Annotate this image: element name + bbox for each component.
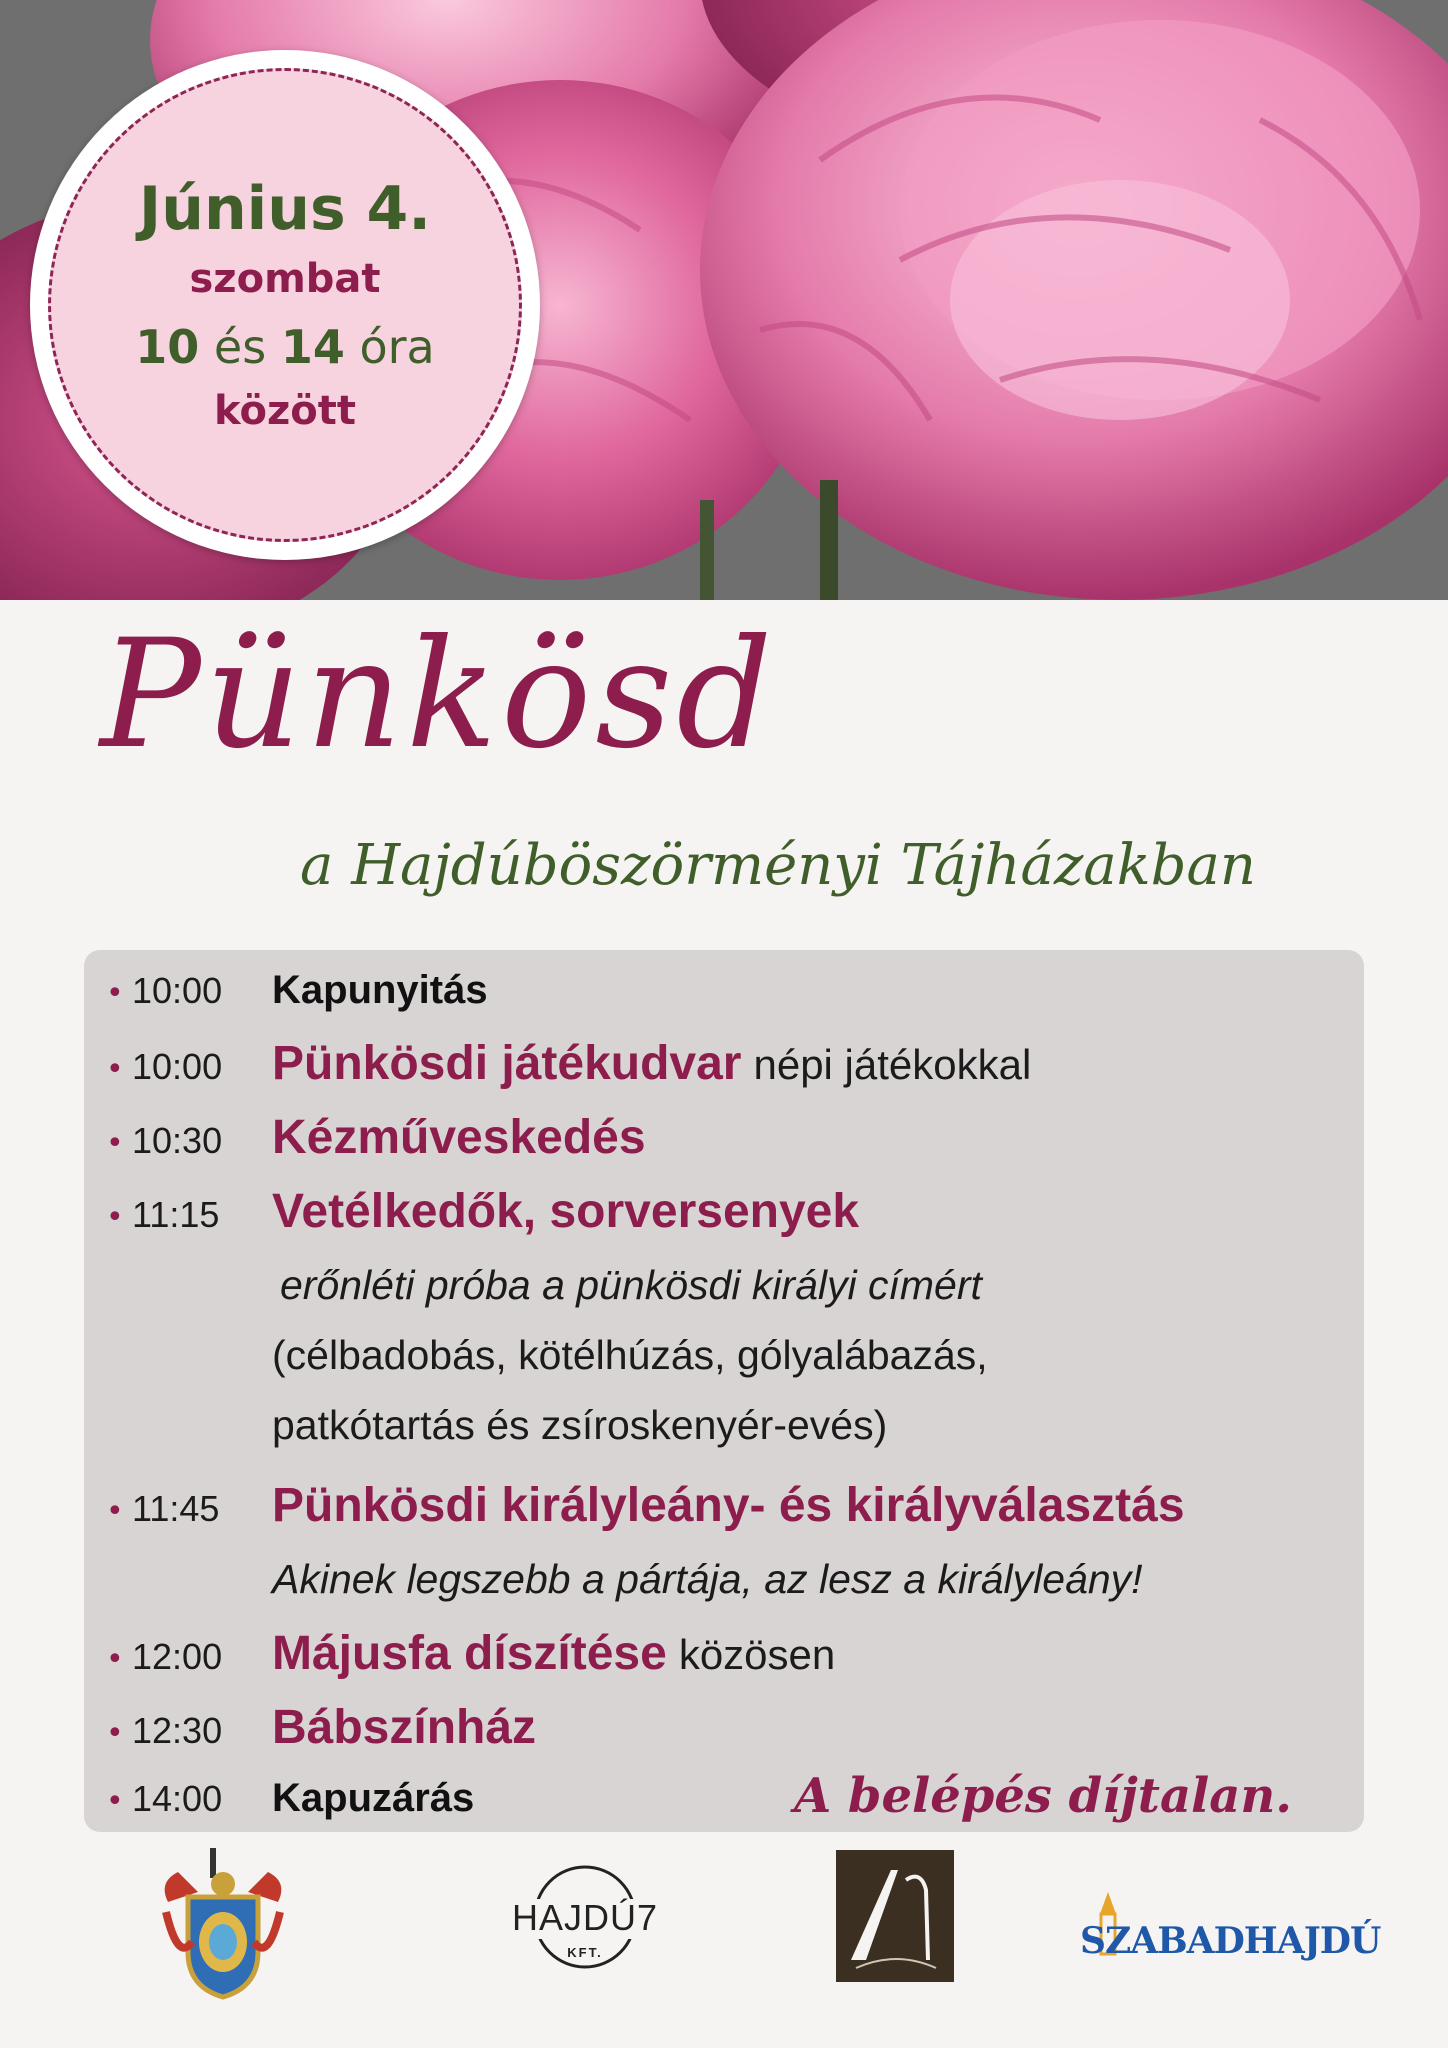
program-item xyxy=(106,1626,835,1681)
szabadhajdu-wordmark: SZABADHAJDÚ xyxy=(1080,1920,1381,1962)
program-panel xyxy=(84,950,1364,1832)
bullet-icon: • xyxy=(106,1126,124,1161)
program-item xyxy=(106,1700,536,1755)
tajhazak-logo-icon xyxy=(836,1850,954,1982)
time-and: és xyxy=(213,320,267,374)
hajdu7-subtext: KFT. xyxy=(567,1945,603,1960)
program-time: 14:00 xyxy=(132,1778,223,1819)
program-label: Pünkösdi királyleány- és királyválasztás xyxy=(272,1479,1185,1532)
date-badge-inner xyxy=(48,68,522,542)
coat-of-arms-icon xyxy=(158,1842,288,2002)
program-time: 11:15 xyxy=(132,1194,220,1235)
bullet-icon: • xyxy=(106,1052,124,1087)
program-time: 12:30 xyxy=(132,1710,223,1751)
program-label: Májusfa díszítése xyxy=(272,1627,667,1680)
bullet-icon: • xyxy=(106,1642,124,1677)
program-time: 12:00 xyxy=(132,1636,223,1677)
page-title: Pünkösd xyxy=(100,608,777,782)
queen-note: Akinek legszebb a pártája, az lesz a királyleány! xyxy=(272,1556,1143,1602)
bullet-icon: • xyxy=(106,1494,124,1529)
time-to: 14 xyxy=(280,320,345,374)
program-time: 10:30 xyxy=(132,1120,223,1161)
bullet-icon: • xyxy=(106,1200,124,1235)
program-label: Pünkösdi játékudvar xyxy=(272,1037,742,1090)
date-badge xyxy=(30,50,540,560)
szabadhajdu-logo xyxy=(1080,1890,1381,1980)
time-unit: óra xyxy=(359,320,435,374)
program-suffix: közösen xyxy=(678,1631,836,1678)
hajdu7-logo xyxy=(510,1855,660,1985)
program-item xyxy=(106,1110,646,1165)
bullet-icon: • xyxy=(106,1784,124,1819)
program-label: Kézműveskedés xyxy=(272,1111,646,1164)
program-time: 10:00 xyxy=(132,1046,223,1087)
bullet-icon: • xyxy=(106,1716,124,1751)
program-label: Vetélkedők, sorversenyek xyxy=(272,1185,860,1238)
contest-list-line: patkótartás és zsíroskenyér-evés) xyxy=(272,1402,888,1448)
program-time: 11:45 xyxy=(132,1488,220,1529)
program-label: Kapuzárás xyxy=(272,1776,475,1820)
hajdu7-wordmark: HAJDÚ7 xyxy=(511,1897,659,1938)
program-time: 10:00 xyxy=(132,970,223,1011)
program-label: Kapunyitás xyxy=(272,968,488,1012)
contest-description: erőnléti próba a pünkösdi királyi címért xyxy=(280,1262,982,1308)
bullet-icon: • xyxy=(106,976,124,1011)
program-label: Bábszínház xyxy=(272,1701,537,1754)
event-day: szombat xyxy=(189,256,381,302)
program-suffix: népi játékokkal xyxy=(753,1041,1032,1088)
page-subtitle: a Hajdúböszörményi Tájházakban xyxy=(300,833,1256,898)
free-entry-note: A belépés díjtalan. xyxy=(793,1768,1292,1824)
time-from: 10 xyxy=(135,320,200,374)
event-between: között xyxy=(213,388,356,434)
program-item xyxy=(106,1478,1185,1533)
event-time xyxy=(135,320,434,374)
program-item xyxy=(106,1776,474,1821)
program-item xyxy=(106,1036,1031,1091)
program-item xyxy=(106,1184,859,1239)
program-item xyxy=(106,968,488,1013)
event-date: Június 4. xyxy=(138,174,432,244)
contest-list-line: (célbadobás, kötélhúzás, gólyalábazás, xyxy=(272,1332,988,1378)
